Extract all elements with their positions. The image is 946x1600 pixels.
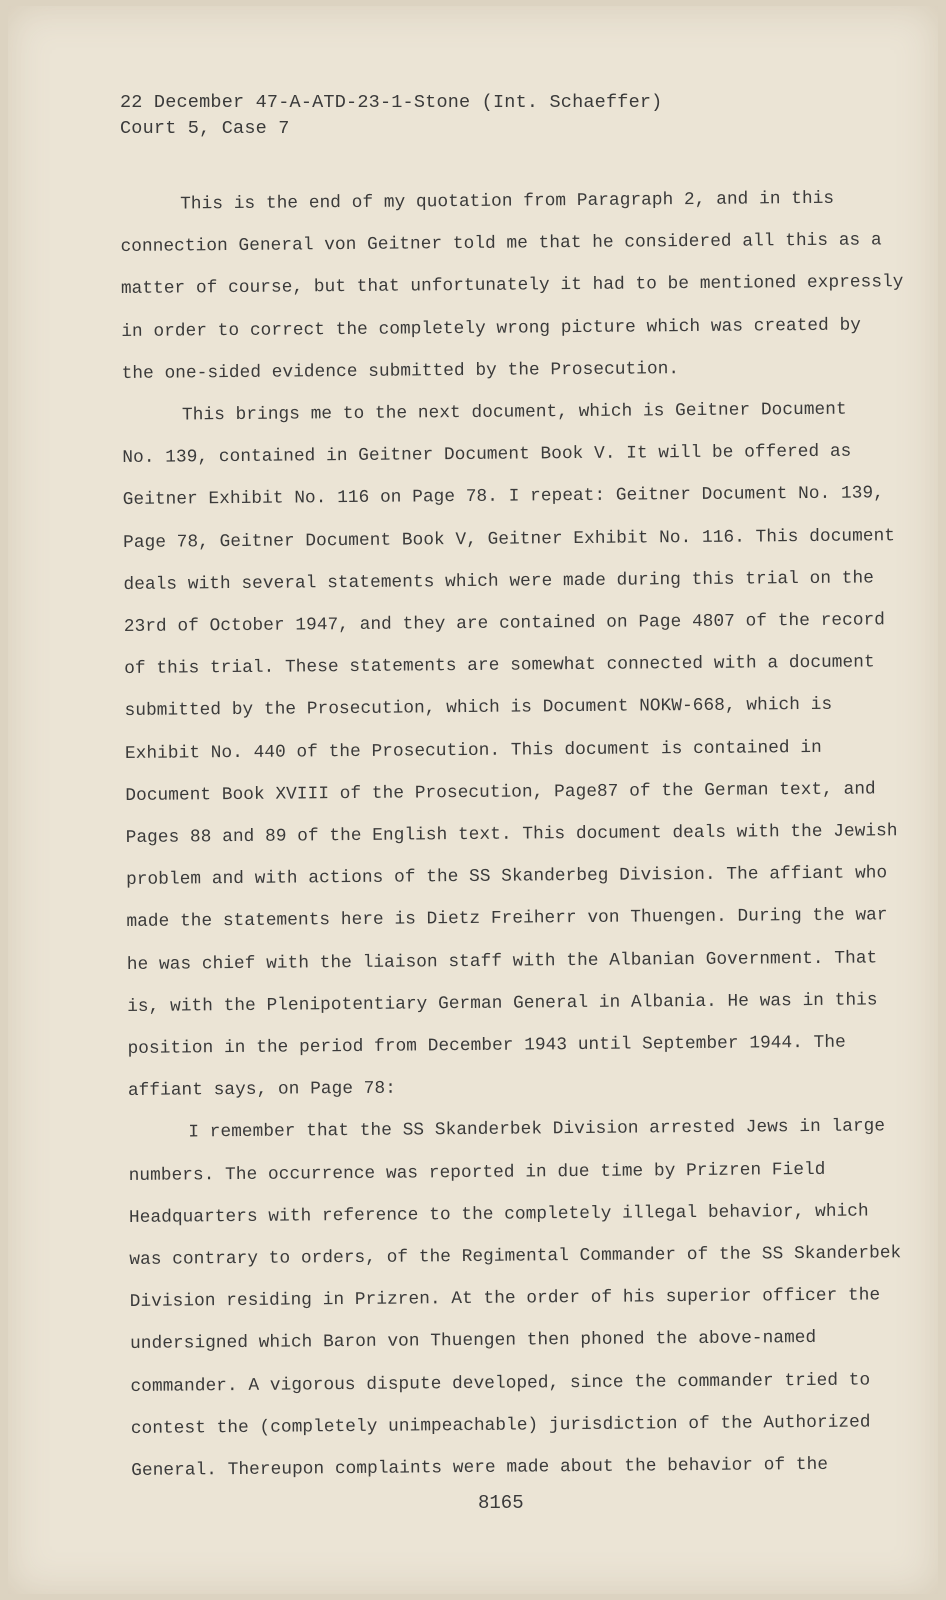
text-line: Document Book XVIII of the Prosecution, Page87 of the German text, and [125,779,876,806]
document-page [8,6,938,1594]
text-line: Headquarters with reference to the completely illegal behavior, which [128,1201,869,1228]
text-line: position in the period from December 1943 until September 1944. The [127,1032,846,1060]
text-line: Page 78, Geitner Document Book V, Geitner Exhibit No. 116. This document [123,525,896,553]
text-line: General. Thereupon complaints were made about the behavior of the [131,1454,829,1482]
text-line: Division residing in Prizren. At the order of his superior officer the [129,1285,881,1313]
text-line: of this trial. These statements are somewhat connected with a document [124,652,875,680]
text-line: undersigned which Baron von Thuengen then phoned the above-named [130,1328,817,1355]
header-line-1: 22 December 47-A-ATD-23-1-Stone (Int. Schaeffer) [120,92,663,113]
text-line: the one-sided evidence submitted by the Prosecution. [121,358,680,384]
text-line: contest the (completely unimpeachable) jurisdiction of the Authorized [130,1412,871,1439]
transcript-body [120,177,904,1492]
text-line: problem and with actions of the SS Skanderbeg Division. The affiant who [125,863,888,891]
text-line: Pages 88 and 89 of the English text. This document deals with the Jewish [125,821,898,849]
text-line: This is the end of my quotation from Paragraph 2, and in this [180,188,835,215]
text-line: matter of course, but that unfortunately it had to be mentioned expressly [120,272,904,300]
text-line: in order to correct the completely wrong picture which was created by [121,315,862,342]
text-line: Exhibit No. 440 of the Prosecution. This document is contained in [124,737,822,764]
paragraph-2 [122,388,898,1112]
text-line: connection General von Geitner told me that he considered all this as a [120,230,882,258]
text-line: made the statements here is Dietz Freiherr von Thuengen. During the war [126,905,888,933]
page-number: 8165 [478,1492,524,1514]
text-line: affiant says, on Page 78: [127,1078,397,1102]
text-line: Geitner Exhibit No. 116 on Page 78. I repeat: Geitner Document No. 139, [122,483,884,511]
text-line: No. 139, contained in Geitner Document Book V. It will be offered as [122,441,852,469]
text-line: This brings me to the next document, which is Geitner Document [181,399,847,426]
text-line: deals with several statements which were made during this trial on the [123,568,874,595]
text-line: submitted by the Prosecution, which is Document NOKW-668, which is [124,695,833,722]
header-line-2: Court 5, Case 7 [120,118,290,139]
text-line: is, with the Plenipotentiary German General in Albania. He was in this [127,990,878,1017]
text-line: I remember that the SS Skanderbek Division arrested Jews in large [188,1116,886,1143]
paragraph-1 [120,177,904,395]
document-header [120,90,663,142]
paragraph-3 [128,1106,902,1492]
text-line: was contrary to orders, of the Regimental Commander of the SS Skanderbek [129,1243,902,1271]
text-line: 23rd of October 1947, and they are contained on Page 4807 of the record [123,610,886,638]
text-line: commander. A vigorous dispute developed, since the commander tried to [130,1370,871,1397]
text-line: numbers. The occurrence was reported in due time by Prizren Field [128,1159,826,1186]
text-line: he was chief with the liaison staff with the Albanian Government. That [126,948,878,975]
